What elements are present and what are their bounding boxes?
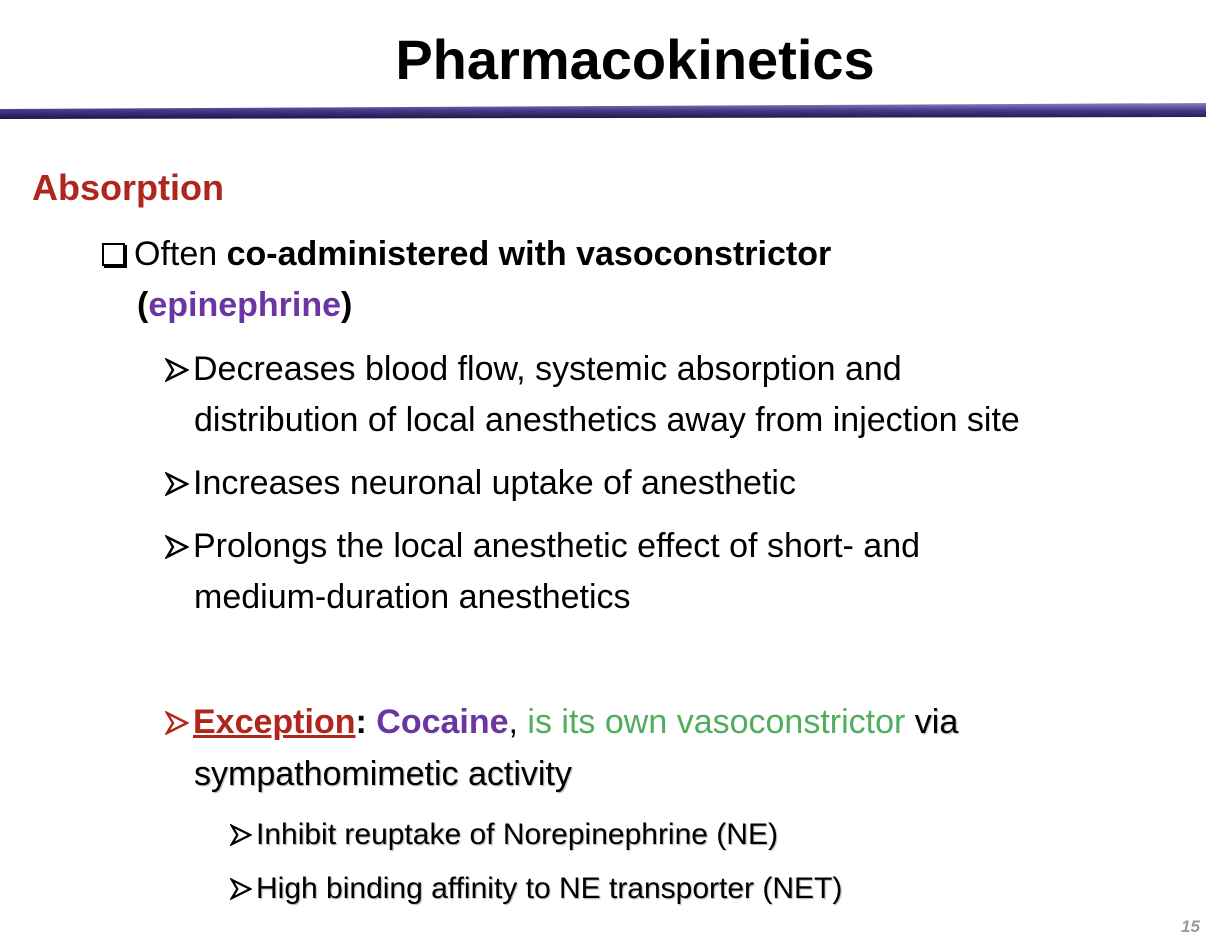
exception-green-text: is its own vasoconstrictor: [517, 703, 915, 741]
sub-bullet-decreases: [165, 349, 902, 389]
sub-bullet-exception: [165, 702, 958, 742]
exception-colon: :: [355, 703, 377, 741]
bullet-coadministered-line2: [137, 285, 352, 325]
drug-epinephrine: epinephrine: [148, 286, 342, 324]
page-number: 15: [1181, 917, 1200, 936]
arrow-bullet-icon: [165, 358, 189, 382]
bullet-coadmin-bold: co-administered with vasoconstrictor: [226, 235, 832, 273]
square-bullet-icon: [102, 243, 125, 266]
exception-comma: ,: [508, 703, 518, 741]
arrow-bullet-icon: [165, 711, 189, 735]
exception-drug-cocaine: Cocaine: [376, 703, 509, 741]
exception-label: Exception: [193, 703, 356, 741]
arrow-bullet-icon: [230, 824, 252, 846]
slide-title: Pharmacokinetics: [395, 28, 875, 91]
bullet-coadministered: [102, 234, 831, 274]
sub-bullet-decreases-line2: distribution of local anesthetics away from injection site: [194, 401, 1020, 439]
exception-sub-bullet-binding: [230, 871, 842, 907]
exception-via: via: [914, 703, 959, 741]
sub-bullet-increases-text: Increases neuronal uptake of anesthetic: [193, 464, 796, 502]
bullet-coadmin-pre: Often: [134, 235, 227, 273]
section-heading-absorption: Absorption: [32, 167, 224, 208]
sub-bullet-increases: [165, 463, 796, 503]
paren-open: (: [137, 286, 149, 324]
arrow-bullet-icon: [230, 878, 252, 900]
paren-close: ): [341, 286, 353, 324]
arrow-bullet-icon: [165, 472, 189, 496]
sub-bullet-prolongs: [165, 526, 920, 566]
exception-line2: sympathomimetic activity: [194, 755, 572, 793]
arrow-bullet-icon: [165, 535, 189, 559]
exception-sub-bullet-binding-text: High binding affinity to NE transporter (NET): [256, 872, 843, 905]
title-underline-bar: [0, 101, 1206, 119]
exception-sub-bullet-reuptake-text: Inhibit reuptake of Norepinephrine (NE): [256, 818, 778, 851]
sub-bullet-decreases-line1: Decreases blood flow, systemic absorption and: [193, 350, 902, 388]
sub-bullet-prolongs-line2: medium-duration anesthetics: [194, 578, 631, 616]
sub-bullet-prolongs-line1: Prolongs the local anesthetic effect of short- and: [193, 527, 921, 565]
exception-sub-bullet-reuptake: [230, 817, 778, 853]
